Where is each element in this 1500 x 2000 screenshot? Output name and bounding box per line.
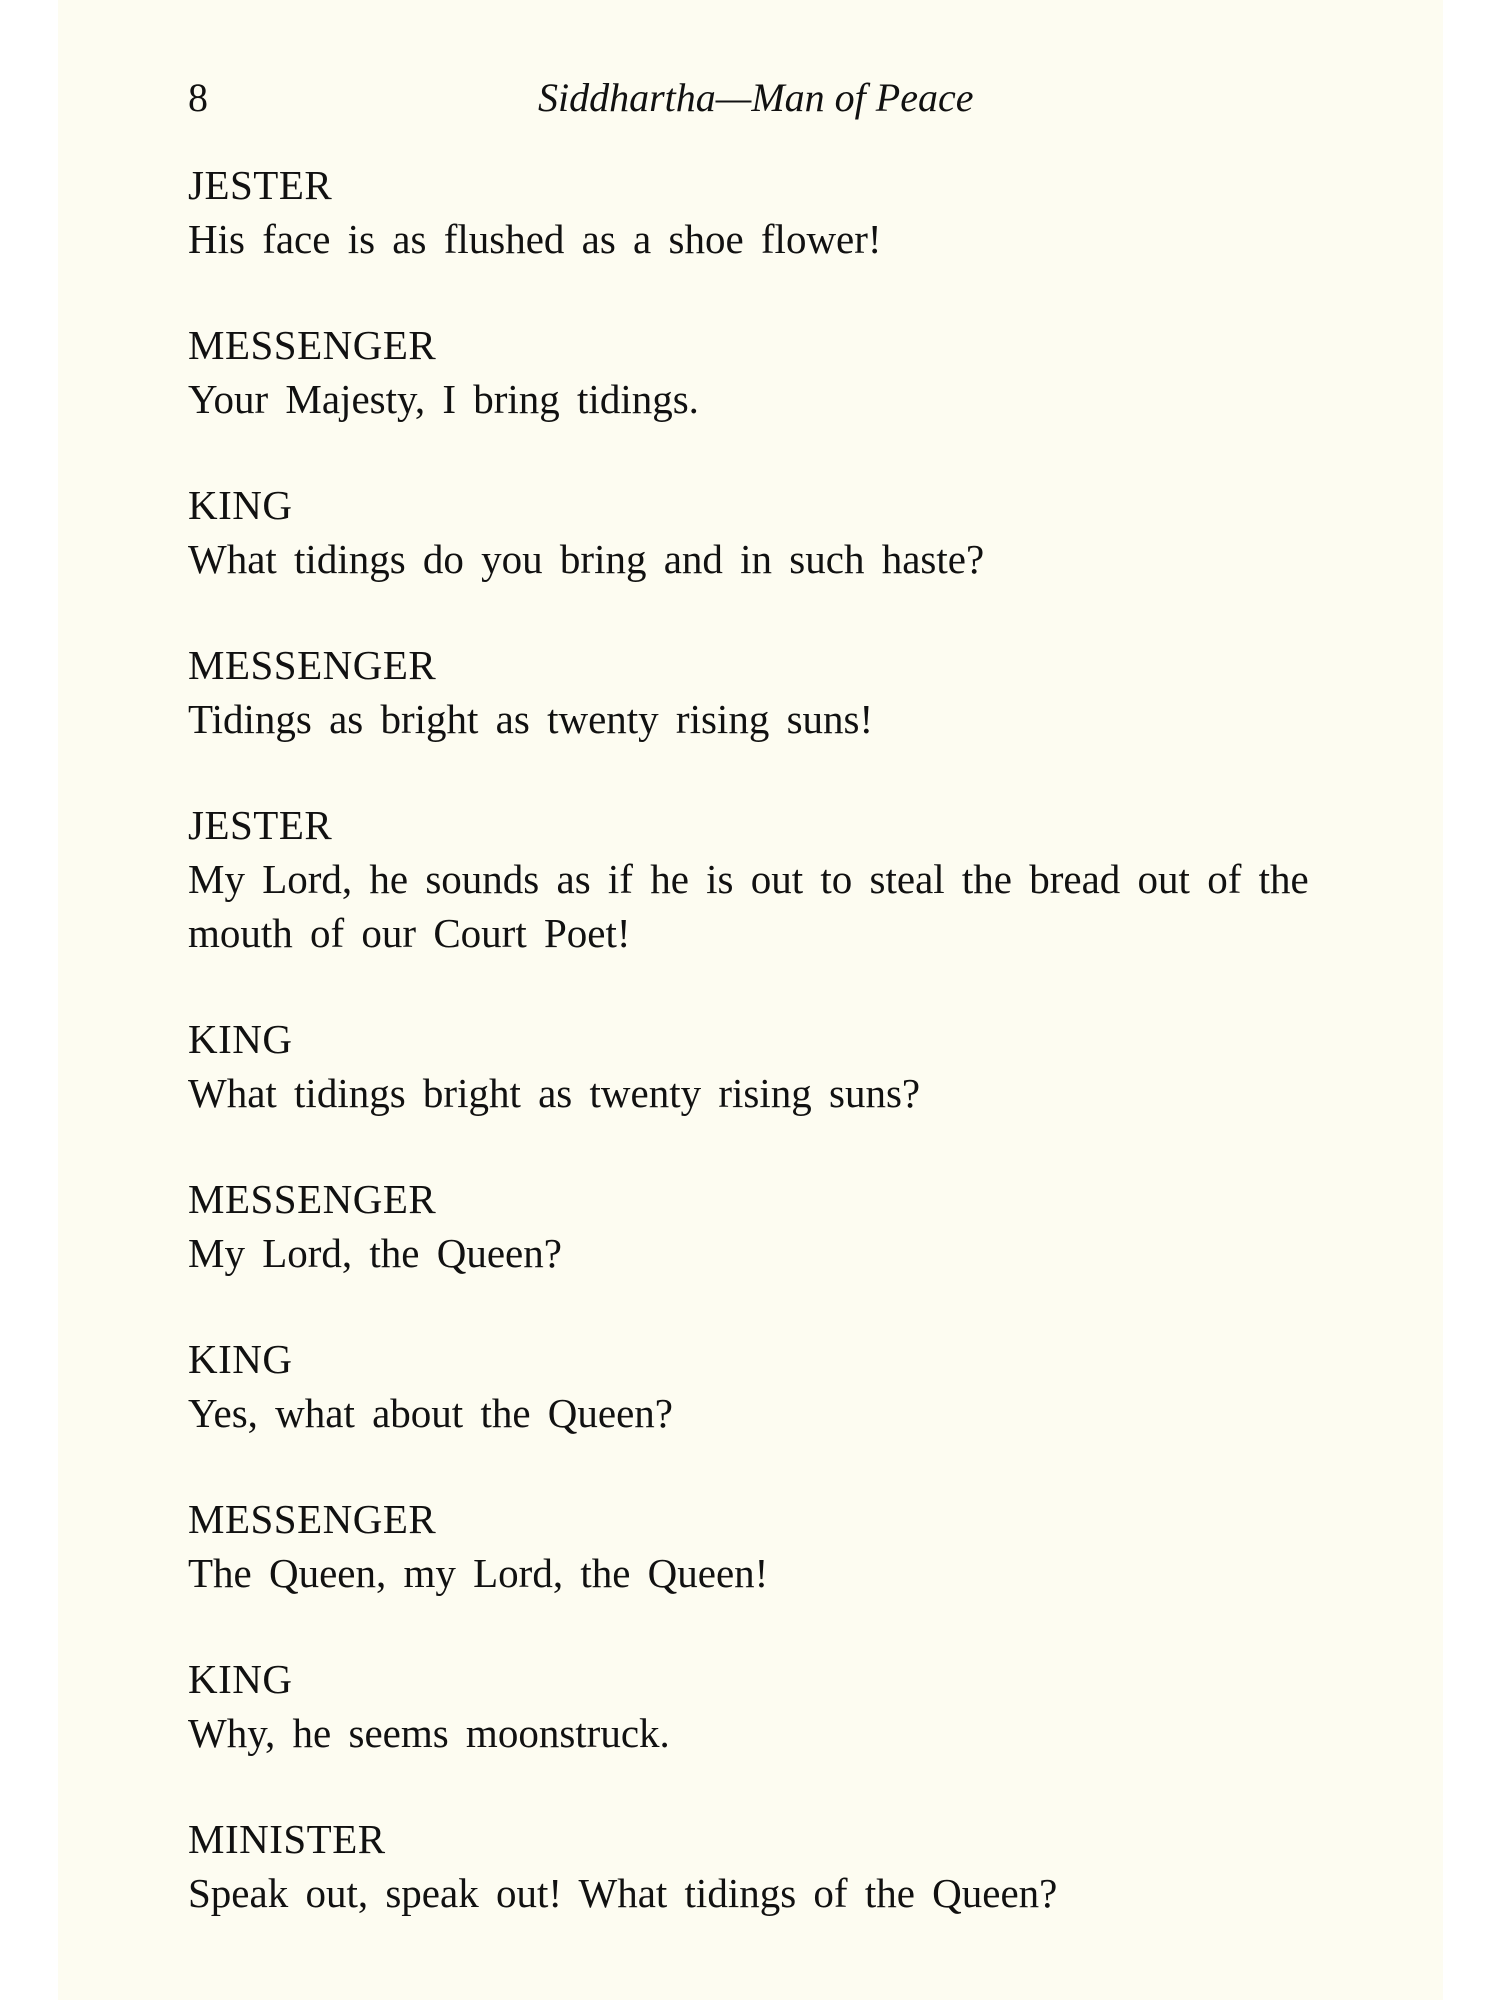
- speaker-name: KING: [188, 1656, 293, 1702]
- speaker-name: KING: [188, 1336, 293, 1382]
- dialogue-entry: [188, 1012, 1398, 1120]
- speaker-name: MESSENGER: [188, 1176, 437, 1222]
- dialogue-line: mouth of our Court Poet!: [188, 910, 631, 956]
- dialogue-line: Speak out, speak out! What tidings of the Queen?: [188, 1870, 1058, 1916]
- dialogue-line: Tidings as bright as twenty rising suns!: [188, 696, 874, 742]
- dialogue-entry: [188, 1652, 1398, 1760]
- dialogue-entry: [188, 318, 1398, 426]
- speaker-name: KING: [188, 482, 293, 528]
- page-header: [188, 68, 1088, 128]
- dialogue-line: What tidings bright as twenty rising suns?: [188, 1070, 921, 1116]
- dialogue-entry: [188, 638, 1398, 746]
- dialogue-entry: [188, 1812, 1398, 1920]
- dialogue-line: The Queen, my Lord, the Queen!: [188, 1550, 769, 1596]
- speaker-name: JESTER: [188, 162, 333, 208]
- dialogue-entry: [188, 478, 1398, 586]
- dialogue-entry: [188, 1492, 1398, 1600]
- dialogue-line: His face is as flushed as a shoe flower!: [188, 216, 882, 262]
- speaker-name: MINISTER: [188, 1816, 386, 1862]
- speaker-name: KING: [188, 1016, 293, 1062]
- dialogue-line: Your Majesty, I bring tidings.: [188, 376, 699, 422]
- speaker-name: JESTER: [188, 802, 333, 848]
- dialogue-line: Yes, what about the Queen?: [188, 1390, 673, 1436]
- dialogue-line: My Lord, the Queen?: [188, 1230, 562, 1276]
- dialogue-line: What tidings do you bring and in such haste?: [188, 536, 985, 582]
- dialogue-entry: [188, 158, 1398, 266]
- dialogue-entry: [188, 1172, 1398, 1280]
- play-script: [188, 158, 1398, 1972]
- dialogue-line: Why, he seems moonstruck.: [188, 1710, 670, 1756]
- dialogue-entry: [188, 1332, 1398, 1440]
- dialogue-entry: [188, 798, 1398, 960]
- page-number: 8: [188, 75, 208, 120]
- speaker-name: MESSENGER: [188, 322, 437, 368]
- dialogue-line: My Lord, he sounds as if he is out to steal the bread out of the: [188, 856, 1309, 902]
- book-page: [58, 0, 1443, 2000]
- speaker-name: MESSENGER: [188, 1496, 437, 1542]
- speaker-name: MESSENGER: [188, 642, 437, 688]
- running-title: Siddhartha—Man of Peace: [538, 75, 974, 120]
